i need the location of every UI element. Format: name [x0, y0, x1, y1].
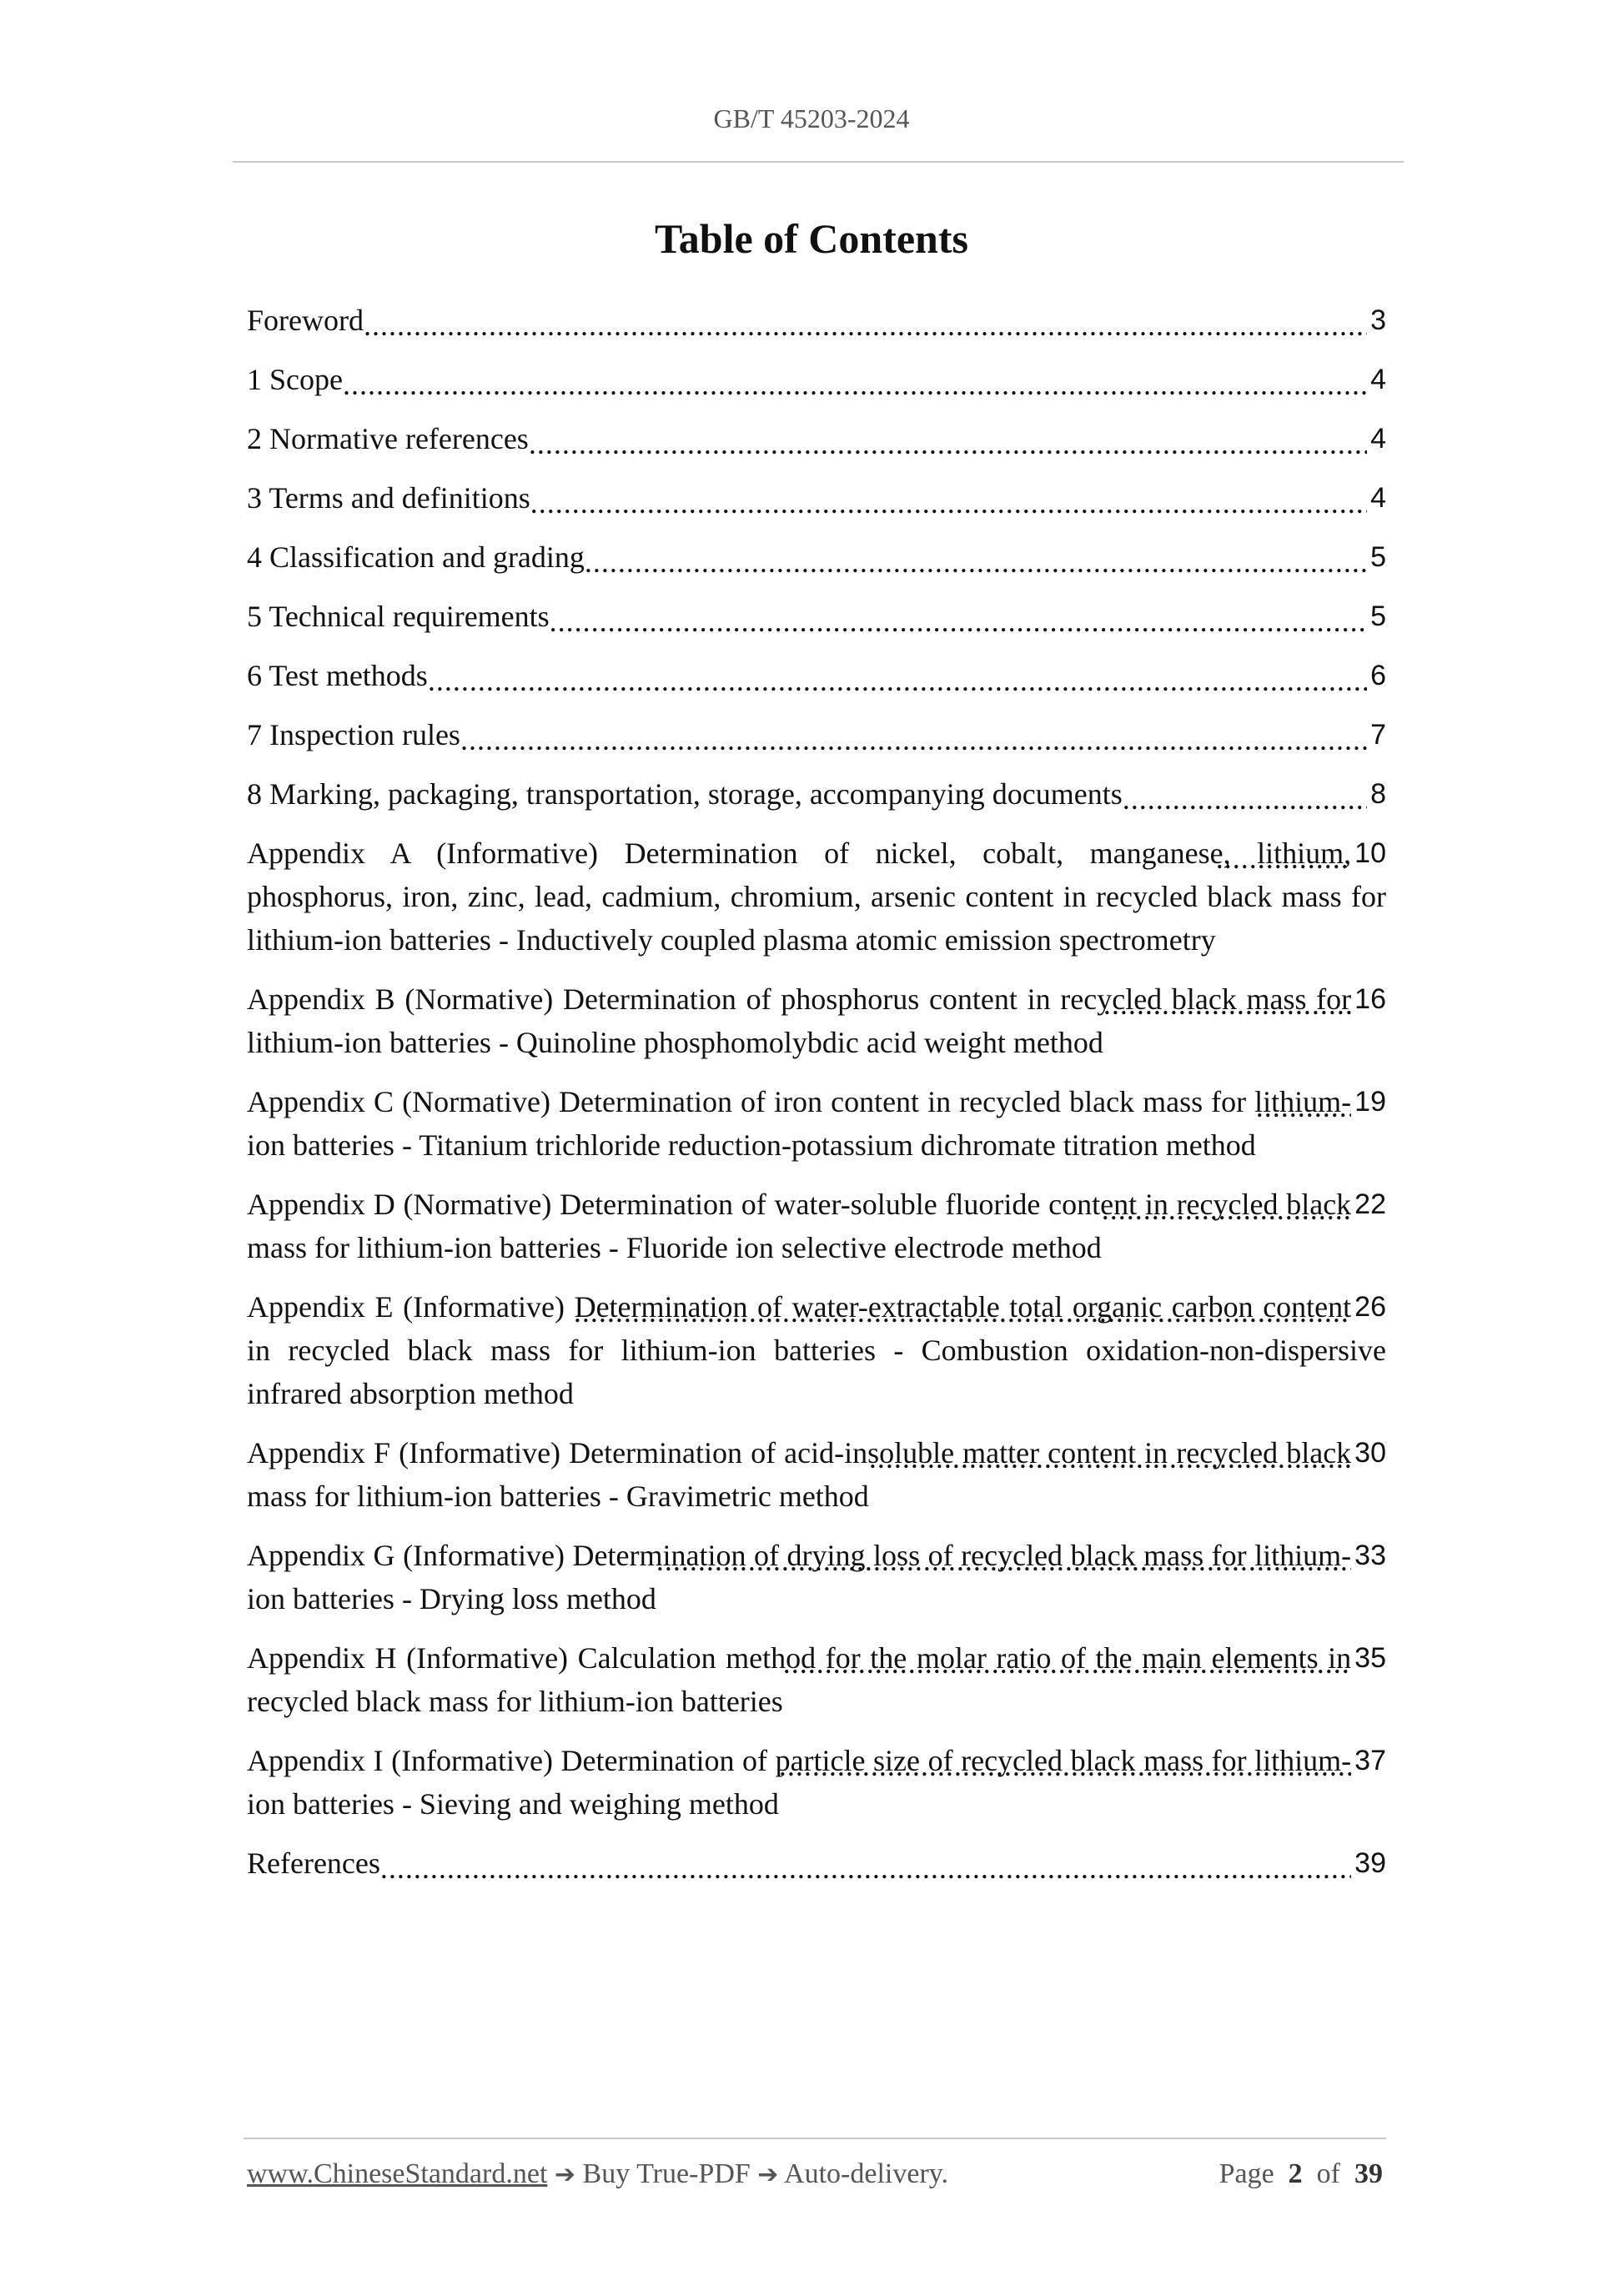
toc-entry[interactable]: [247, 595, 1386, 638]
arrow-right-icon: ➔: [757, 2160, 779, 2189]
toc-entry-title: Foreword .....: [247, 304, 364, 337]
toc-entry[interactable]: [247, 417, 1386, 460]
toc-entry[interactable]: [247, 1841, 1386, 1885]
toc-entry[interactable]: [247, 831, 1386, 962]
toc-entry-title: Appendix F (Informative) Determination of acid-insoluble matter content in recycled black mass for lithium-ion batteries - Gravimetric method .....: [247, 1436, 1351, 1513]
toc-entry-title: 2 Normative references .....: [247, 422, 529, 455]
auto-delivery-text: Auto-delivery.: [784, 2158, 949, 2189]
toc-page-number: 5: [1367, 535, 1386, 579]
document-header: GB/T 45203-2024: [713, 103, 910, 133]
toc-entry-title: Appendix I (Informative) Determination of particle size of recycled black mass for lithium-ion batteries - Sieving and weighing method .....: [247, 1744, 1351, 1821]
toc-page-number: 33: [1351, 1534, 1386, 1577]
toc-entry-title: 8 Marking, packaging, transportation, storage, accompanying documents .....: [247, 777, 1123, 811]
toc-entry-title: Appendix A (Informative) Determination of nickel, cobalt, manganese, lithium, phosphorus, iron, zinc, lead, cadmium, chromium, arsenic content in recycled black mass for lithium-ion batteries - Inductively coupled plasma atomic emission spectrometry .....: [247, 837, 1386, 957]
toc-entry[interactable]: [247, 358, 1386, 401]
toc-entry[interactable]: [247, 1534, 1386, 1620]
toc-page-number: 5: [1367, 595, 1386, 638]
toc-page-number: 16: [1351, 977, 1386, 1021]
page-footer: [247, 2158, 1383, 2190]
page-indicator: [1219, 2158, 1383, 2190]
toc-page-number: 26: [1351, 1285, 1386, 1329]
toc-page-number: 37: [1351, 1739, 1386, 1782]
header-divider: [233, 161, 1404, 163]
toc-page-number: 6: [1367, 654, 1386, 697]
toc-entry[interactable]: [247, 1739, 1386, 1826]
toc-entry[interactable]: [247, 535, 1386, 579]
toc-entry-title: Appendix C (Normative) Determination of iron content in recycled black mass for lithium-ion batteries - Titanium trichloride reduction-potassium dichromate titration method .....: [247, 1085, 1351, 1162]
toc-page-number: 4: [1367, 358, 1386, 401]
page-title: Table of Contents: [655, 215, 968, 262]
toc-page-number: 22: [1351, 1183, 1386, 1226]
toc-entry[interactable]: [247, 713, 1386, 756]
total-pages-number: 39: [1354, 2158, 1383, 2189]
toc-entry[interactable]: [247, 1285, 1386, 1415]
toc-page-number: 10: [1351, 831, 1386, 875]
toc-entry-title: Appendix H (Informative) Calculation method for the molar ratio of the main elements in recycled black mass for lithium-ion batteries .....: [247, 1641, 1351, 1718]
toc-entry-title: 6 Test methods .....: [247, 659, 428, 692]
of-label: of: [1316, 2158, 1340, 2189]
toc-entry-title: 4 Classification and grading .....: [247, 540, 585, 574]
toc-entry-title: 1 Scope .....: [247, 363, 343, 396]
toc-page-number: 8: [1367, 772, 1386, 816]
toc-entry-title: 3 Terms and definitions .....: [247, 481, 530, 515]
toc-entry[interactable]: [247, 1431, 1386, 1518]
toc-entry-title: Appendix B (Normative) Determination of phosphorus content in recycled black mass for lithium-ion batteries - Quinoline phosphomolybdic acid weight method .....: [247, 982, 1351, 1059]
toc-entry[interactable]: [247, 299, 1386, 342]
buy-pdf-text: Buy True-PDF: [582, 2158, 751, 2189]
toc-page-number: 4: [1367, 476, 1386, 520]
toc-entry[interactable]: [247, 1183, 1386, 1269]
toc-page-number: 7: [1367, 713, 1386, 756]
toc-page-number: 3: [1367, 299, 1386, 342]
website-link[interactable]: www.ChineseStandard.net: [247, 2158, 548, 2189]
toc-entry-title: 7 Inspection rules .....: [247, 718, 460, 751]
toc-entry[interactable]: [247, 476, 1386, 520]
arrow-right-icon: ➔: [554, 2160, 576, 2189]
toc-entry-title: Appendix E (Informative) Determination of water-extractable total organic carbon content in recycled black mass for lithium-ion batteries - Combustion oxidation-non-dispersive infrared absorption method .....: [247, 1290, 1386, 1410]
table-of-contents: [247, 299, 1386, 1901]
toc-entry-title: Appendix D (Normative) Determination of water-soluble fluoride content in recycled black mass for lithium-ion batteries - Fluoride ion selective electrode method .....: [247, 1188, 1351, 1264]
toc-page-number: 30: [1351, 1431, 1386, 1475]
toc-entry-title: 5 Technical requirements .....: [247, 600, 550, 633]
page-label: Page: [1219, 2158, 1274, 2189]
toc-entry[interactable]: [247, 977, 1386, 1064]
toc-page-number: 4: [1367, 417, 1386, 460]
toc-entry[interactable]: [247, 1080, 1386, 1167]
toc-entry[interactable]: [247, 772, 1386, 816]
toc-entry[interactable]: [247, 1636, 1386, 1723]
current-page-number: 2: [1288, 2158, 1303, 2189]
toc-page-number: 39: [1351, 1841, 1386, 1885]
toc-entry-title: Appendix G (Informative) Determination of drying loss of recycled black mass for lithium-ion batteries - Drying loss method .....: [247, 1539, 1351, 1615]
toc-page-number: 19: [1351, 1080, 1386, 1123]
toc-entry-title: References .....: [247, 1846, 380, 1880]
toc-entry[interactable]: [247, 654, 1386, 697]
toc-page-number: 35: [1351, 1636, 1386, 1680]
footer-divider: [244, 2138, 1386, 2139]
